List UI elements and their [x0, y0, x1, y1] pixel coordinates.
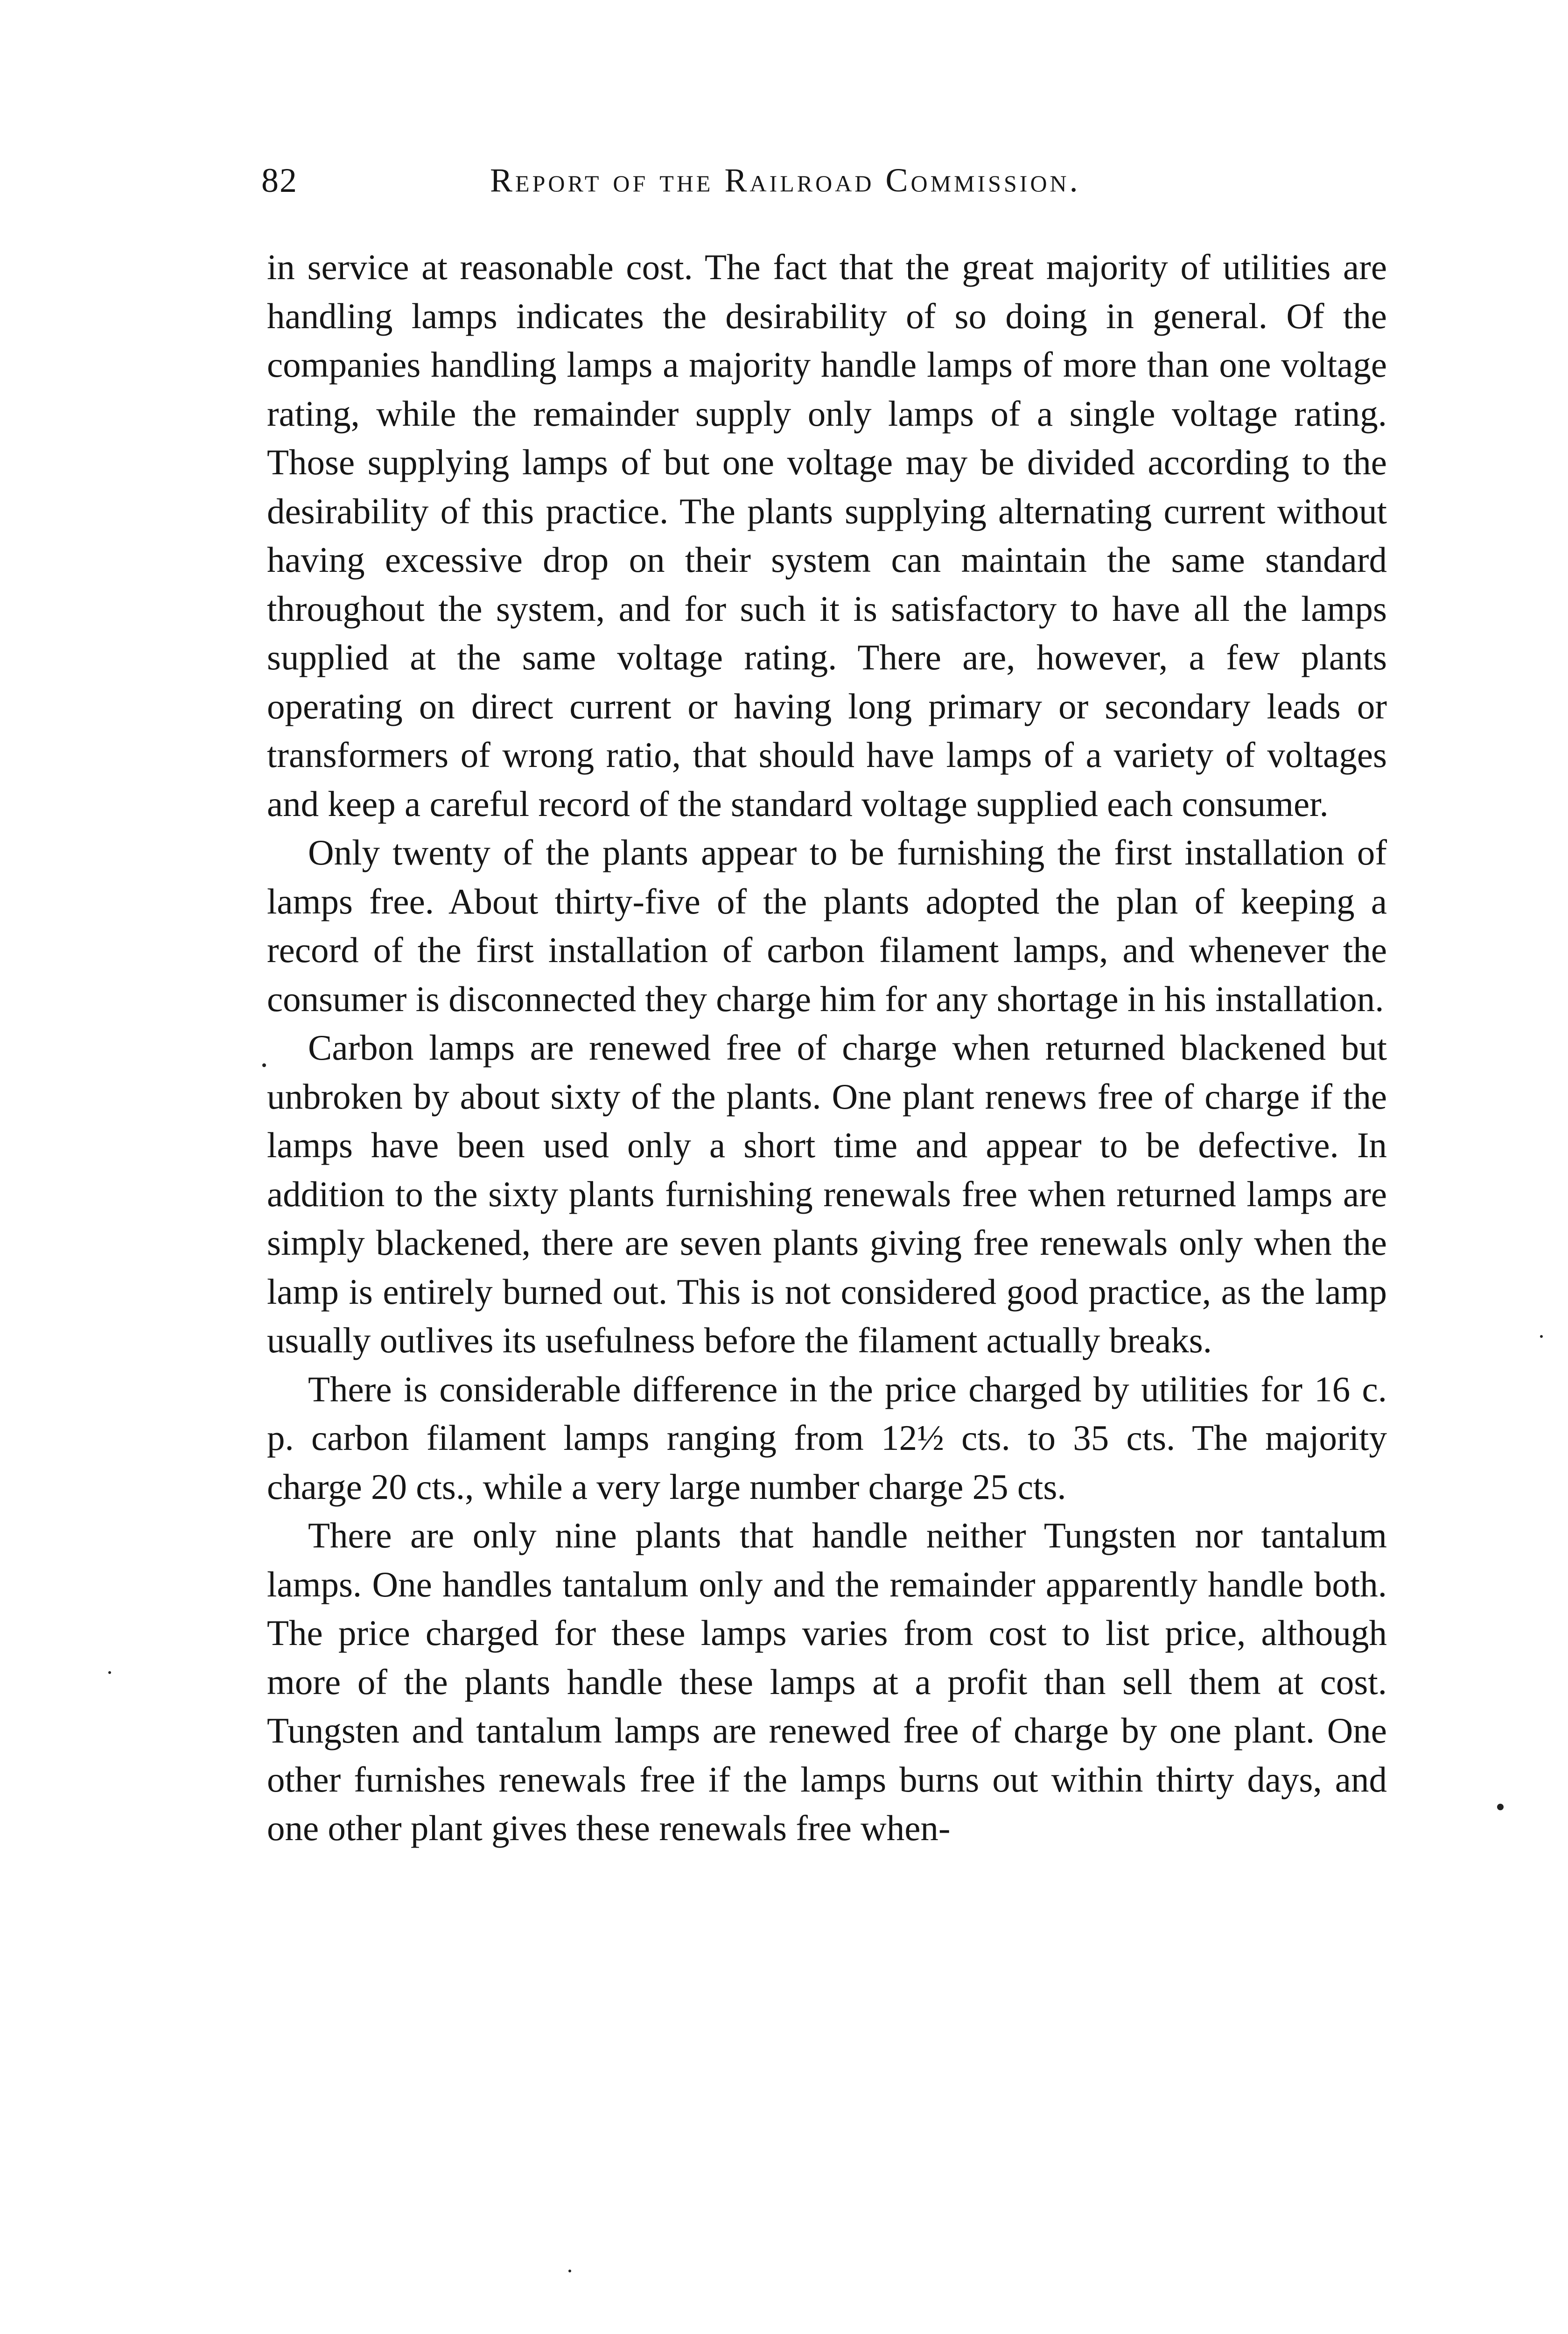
scan-speck: [108, 1671, 111, 1674]
scan-speck: [1540, 1335, 1543, 1338]
scan-speck: [568, 2270, 571, 2272]
paragraph-4: There is considerable difference in the price charged by utilities for 16 c. p. carbon filament lamps ranging from 12½ cts. to 35 cts. The majority charge 20 cts., while a very large number charge 25 cts.: [267, 1369, 1387, 1507]
scan-speck: [1497, 1804, 1504, 1810]
body-text: [267, 243, 1387, 1853]
running-head: Report of the Railroad Commission.: [490, 162, 1081, 199]
scan-speck: [262, 1063, 266, 1067]
paragraph-3: Carbon lamps are renewed free of charge when returned blackened but unbroken by about sixty of the plants. One plant renews free of charge if the lamps have been used only a short time and appear to be defective. In addition to the sixty plants furnishing renewals free when returned lamps are simply blackened, there are seven plants giving free renewals only when the lamp is entirely burned out. This is not considered good practice, as the lamp usually outlives its usefulness before the filament actually breaks.: [267, 1027, 1387, 1360]
page-header: [261, 161, 1391, 217]
paragraph-5: There are only nine plants that handle neither Tungsten nor tantalum lamps. One handles tantalum only and the remainder apparently handle both. The price charged for these lamps varies from cost to list price, although more of the plants handle these lamps at a profit than sell them at cost. Tungsten and tantalum lamps are renewed free of charge by one plant. One other furnishes renewals free if the lamps burns out within thirty days, and one other plant gives these renewals free when-: [267, 1515, 1387, 1848]
paragraph-1: in service at reasonable cost. The fact that the great majority of utilities are handling lamps indicates the desirability of so doing in general. Of the companies handling lamps a majority handle lamps of more than one voltage rating, while the remainder supply only lamps of a single voltage rating. Those supplying lamps of but one voltage may be divided according to the desirability of this practice. The plants supplying alternating current without having excessive drop on their system can maintain the same standard throughout the system, and for such it is satisfactory to have all the lamps supplied at the same voltage rating. There are, however, a few plants operating on direct current or having long primary or secondary leads or transformers of wrong ratio, that should have lamps of a variety of voltages and keep a careful record of the standard voltage supplied each consumer.: [267, 247, 1387, 824]
page-number: 82: [261, 162, 298, 200]
paragraph-2: Only twenty of the plants appear to be furnishing the first installation of lamps free. About thirty-five of the plants adopted the plan of keeping a record of the first installation of carbon filament lamps, and whenever the consumer is disconnected they charge him for any shortage in his installation.: [267, 832, 1387, 1019]
